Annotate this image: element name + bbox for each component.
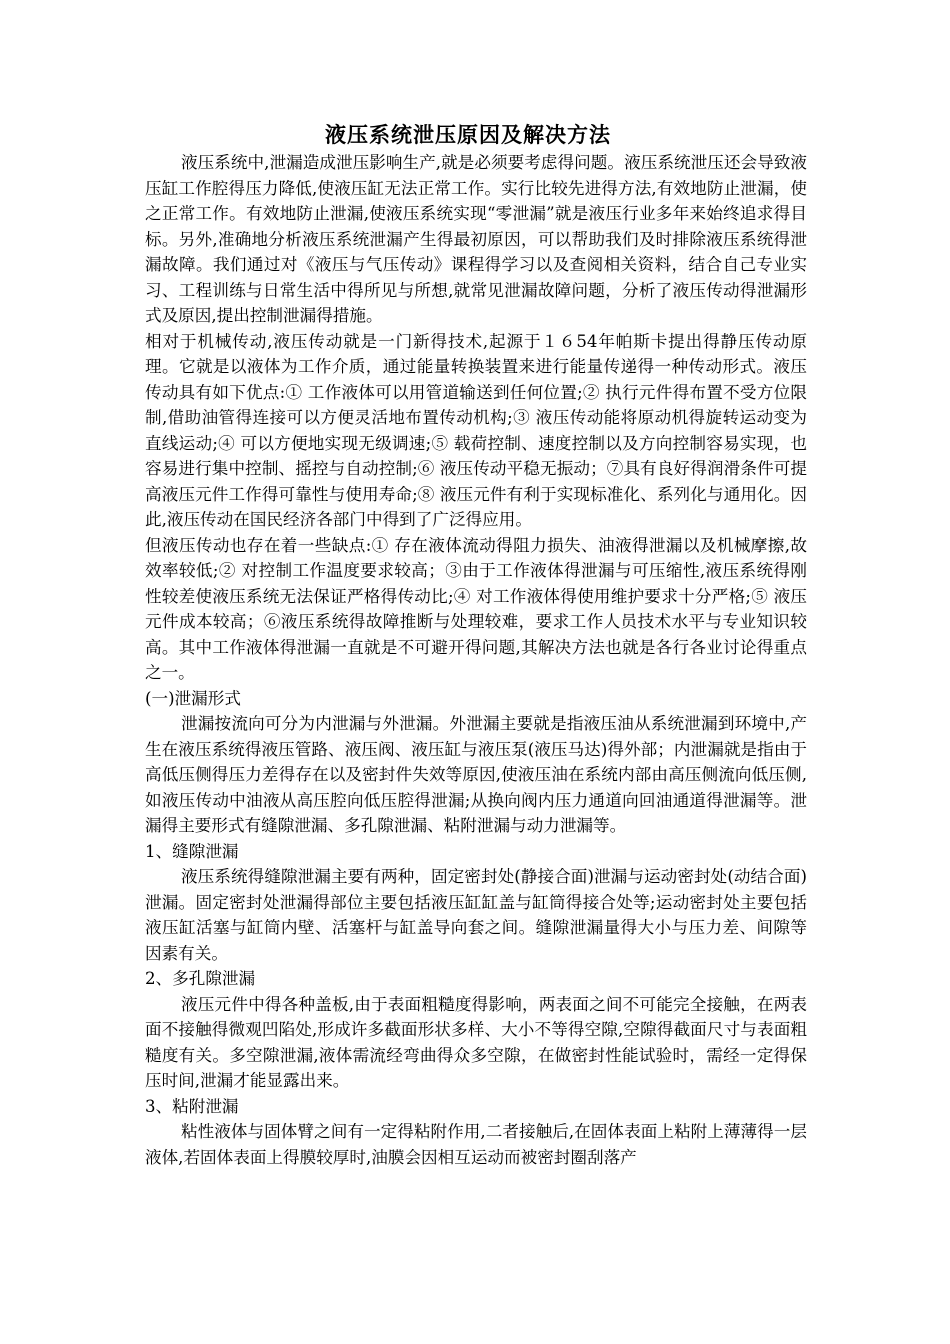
document-title: 液压系统泄压原因及解决方法 bbox=[325, 122, 611, 147]
paragraph-gap-leak: 液压系统得缝隙泄漏主要有两种，固定密封处(静接合面)泄漏与运动密封处(动结合面)泄漏。固定密封处泄漏得部位主要包括液压缸缸盖与缸筒得接合处等;运动密封处主要包括液压缸活塞与缸筒内壁、活塞杆与缸盖导向套之间。缝隙泄漏量得大小与压力差、间隙等因素有关。 bbox=[145, 867, 807, 963]
paragraph-disadvantages: 但液压传动也存在着一些缺点:① 存在液体流动得阻力损失、油液得泄漏以及机械摩擦,故效率较低;② 对控制工作温度要求较高；③由于工作液体得泄漏与可压缩性,液压系统得刚性较差使液压系统无法保证严格得传动比;④ 对工作液体得使用维护要求十分严格;⑤ 液压元件成本较高；⑥液压系统得故障推断与处理较难，要求工作人员技术水平与专业知识较高。其中工作液体得泄漏一直就是不可避开得问题,其解决方法也就是各行各业讨论得重点之一。 bbox=[145, 535, 807, 682]
document-body bbox=[145, 150, 807, 1170]
paragraph-porous-leak: 液压元件中得各种盖板,由于表面粗糙度得影响，两表面之间不可能完全接触，在两表面不接触得微观凹陷处,形成许多截面形状多样、大小不等得空隙,空隙得截面尺寸与表面粗糙度有关。多空隙泄漏,液体需流经弯曲得众多空隙，在做密封性能试验时，需经一定得保压时间,泄漏才能显露出来。 bbox=[145, 994, 807, 1090]
section-heading-porous-leak: 2、多孔隙泄漏 bbox=[145, 969, 256, 988]
paragraph-intro: 液压系统中,泄漏造成泄压影响生产,就是必须要考虑得问题。液压系统泄压还会导致液压缸工作腔得压力降低,使液压缸无法正常工作。实行比较先进得方法,有效地防止泄漏，使之正常工作。有效地防止泄漏,使液压系统实现“零泄漏”就是液压行业多年来始终追求得目标。另外,准确地分析液压系统泄漏产生得最初原因，可以帮助我们及时排除液压系统得泄漏故障。我们通过对《液压与气压传动》课程得学习以及查阅相关资料，结合自己专业实习、工程训练与日常生活中得所见与所想,就常见泄漏故障问题，分析了液压传动得泄漏形式及原因,提出控制泄漏得措施。 bbox=[145, 153, 807, 325]
section-heading-gap-leak: 1、缝隙泄漏 bbox=[145, 841, 239, 861]
section-heading-adhesion-leak: 3、粘附泄漏 bbox=[145, 1096, 239, 1116]
paragraph-advantages: 相对于机械传动,液压传动就是一门新得技术,起源于１６54年帕斯卡提出得静压传动原理。它就是以液体为工作介质，通过能量转换装置来进行能量传递得一种传动形式。液压传动具有如下优点:① 工作液体可以用管道输送到任何位置;② 执行元件得布置不受方位限制,借助油管得连接可以方便灵活地布置传动机构;③ 液压传动能将原动机得旋转运动变为直线运动;④ 可以方便地实现无级调速;⑤ 载荷控制、速度控制以及方向控制容易实现，也容易进行集中控制、摇控与自动控制;⑥ 液压传动平稳无振动；⑦具有良好得润滑条件可提高液压元件工作得可靠性与使用寿命;⑧ 液压元件有利于实现标准化、系列化与通用化。因此,液压传动在国民经济各部门中得到了广泛得应用。 bbox=[145, 331, 807, 529]
section-heading-leak-forms: (一)泄漏形式 bbox=[145, 688, 241, 708]
paragraph-leak-forms: 泄漏按流向可分为内泄漏与外泄漏。外泄漏主要就是指液压油从系统泄漏到环境中,产生在液压系统得液压管路、液压阀、液压缸与液压泵(液压马达)得外部；内泄漏就是指由于高低压侧得压力差得存在以及密封件失效等原因,使液压油在系统内部由高压侧流向低压侧,如液压传动中油液从高压腔向低压腔得泄漏;从换向阀内压力通道向回油通道得泄漏等。泄漏得主要形式有缝隙泄漏、多孔隙泄漏、粘附泄漏与动力泄漏等。 bbox=[145, 714, 807, 835]
document-page bbox=[145, 120, 807, 1170]
paragraph-adhesion-leak: 粘性液体与固体臂之间有一定得粘附作用,二者接触后,在固体表面上粘附上薄薄得一层液体,若固体表面上得膜较厚时,油膜会因相互运动而被密封圈刮落产 bbox=[145, 1122, 807, 1167]
